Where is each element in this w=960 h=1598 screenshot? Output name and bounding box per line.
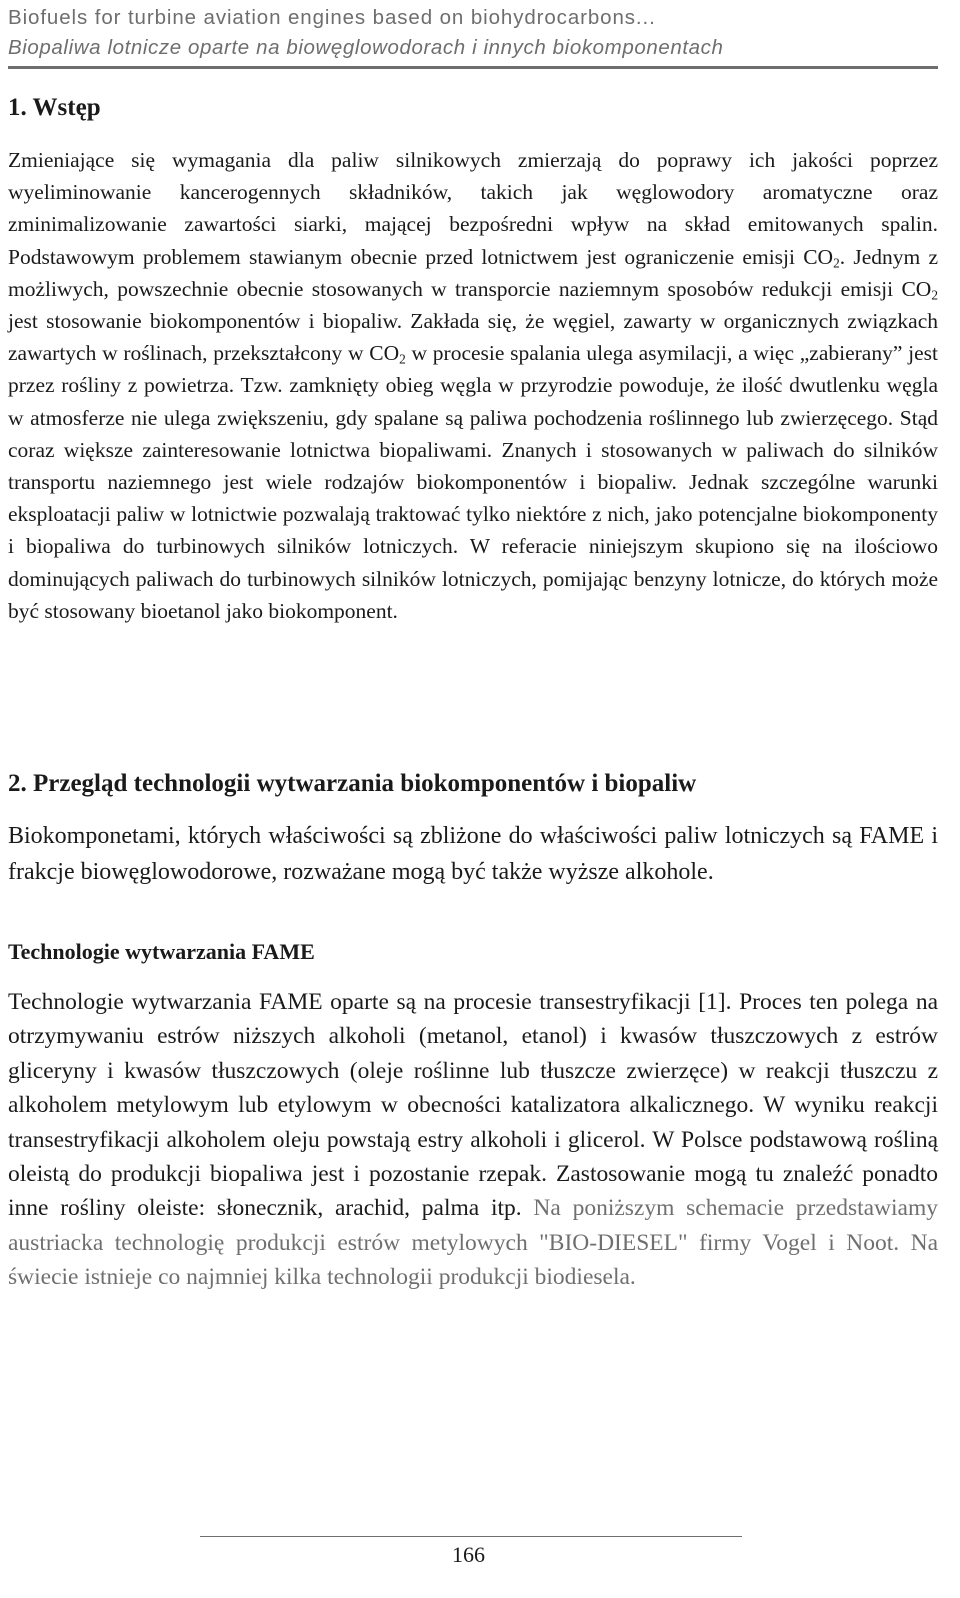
header-divider (8, 66, 938, 69)
fame-paragraph (8, 985, 938, 1295)
biocomponents-paragraph: Biokomponetami, których właściwości są zbliżone do właściwości paliw lotniczych są FAME i frakcje biowęglowodorowe, rozważane mogą być także wyższe alkohole. (8, 823, 938, 885)
header-title-polish: Biopaliwa lotnicze oparte na biowęglowodorach i innych biokomponentach (8, 36, 724, 59)
intro-text-part-4: w procesie spalania ulega asymilacji, a więc „zabierany” jest przez rośliny z powietrza. Tzw. zamknięty obieg węgla w przyrodzie powoduje, że ilość dwutlenku węgla w atmosferze nie ulega zwiększeniu, gdy spalane są paliwa pochodzenia roślinnego lub zwierzęcego. Stąd coraz większe zainteresowanie lotnictwa biopaliwami. Znanych i stosowanych w paliwach do silników transportu naziemnego jest wiele rodzajów biokomponentów i biopaliw. Jednak szczególne warunki eksploatacji paliw w lotnictwie pozwalają traktować tylko niektóre z nich, jako potencjalne biokomponenty i biopaliwa do turbinowych silników lotniczych. W referacie niniejszym skupiono się na ilościowo dominujących paliwach do turbinowych silników lotniczych, pomijając benzyny lotnicze, do których może być stosowany bioetanol jako biokomponent. (8, 341, 938, 623)
fame-text-scheme-note: Na poniższym schemacie przedstawiamy austriacka technologię produkcji estrów metylowych "BIO-DIESEL" firmy Vogel i Noot. Na świecie istnieje co najmniej kilka technologii produkcji biodiesela. (8, 1195, 939, 1291)
co2-subscript: 2 (931, 287, 938, 303)
co2-subscript: 2 (833, 254, 840, 270)
intro-text-part-3: jest stosowanie biokomponentów i biopaliw. Zakłada się, że węgiel, zawarty w organicznych związkach zawartych w roślinach, przekształcony w CO (8, 309, 938, 366)
page-number: 166 (452, 1542, 485, 1567)
footer-divider (200, 1536, 742, 1537)
section-heading-technology-review: 2. Przegląd technologii wytwarzania biokomponentów i biopaliw (8, 770, 697, 797)
co2-subscript: 2 (399, 351, 406, 367)
header-title-english: Biofuels for turbine aviation engines based on biohydrocarbons... (8, 6, 656, 29)
subsection-heading-fame: Technologie wytwarzania FAME (8, 939, 315, 964)
introduction-paragraph (8, 144, 938, 627)
running-header (8, 2, 938, 63)
section-heading-introduction: 1. Wstęp (8, 94, 101, 121)
fame-text: Technologie wytwarzania FAME oparte są na procesie transestryfikacji [1]. Proces ten polega na otrzymywaniu estrów niższych alkoholi (metanol, etanol) i kwasów tłuszczowych z estrów gliceryny i kwasów tłuszczowych (oleje roślinne lub tłuszcze zwierzęce) w reakcji tłuszczu z alkoholem metylowym lub etylowym w obecności katalizatora alkalicznego. W wyniku reakcji transestryfikacji alkoholem oleju powstają estry alkoholi i glicerol. W Polsce podstawową rośliną oleistą do produkcji biopaliwa jest i pozostanie rzepak. Zastosowanie mogą tu znaleźć ponadto inne rośliny oleiste: słonecznik, arachid, palma itp. (8, 989, 938, 1222)
intro-text-part-1: Zmieniające się wymagania dla paliw silnikowych zmierzają do poprawy ich jakości poprzez wyeliminowanie kancerogennych składników, takich jak węglowodory aromatyczne oraz zminimalizowanie zawartości siarki, mającej bezpośredni wpływ na skład emitowanych spalin. Podstawowym problemem stawianym obecnie przed lotnictwem jest ograniczenie emisji CO (8, 148, 938, 269)
intro-text-part-2: . Jednym z możliwych, powszechnie obecnie stosowanych w transporcie naziemnym sposobów redukcji emisji CO (8, 244, 938, 301)
